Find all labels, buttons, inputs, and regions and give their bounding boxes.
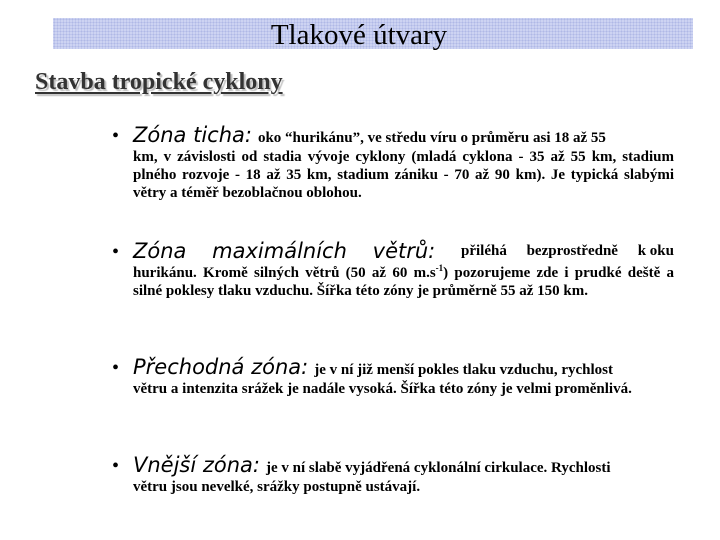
- bullet-zona-maximalnich-vetru: [112, 238, 674, 300]
- bullet-zona-ticha: [112, 122, 674, 202]
- bullet-dot-icon: •: [112, 241, 120, 263]
- bullet-first-text: oko “hurikánu”, ve středu víru o průměru asi 18 až 55: [257, 130, 606, 146]
- bullet-first-line: [133, 238, 674, 264]
- bullet-first-line: [133, 354, 674, 383]
- bullet-dot-icon: •: [112, 357, 120, 379]
- bullet-body: [133, 264, 674, 300]
- bullet-dot-icon: •: [112, 455, 120, 477]
- bullet-body-text: ) pozorujeme zde i prudké deště a silné poklesy tlaku vzduchu. Šířka této zóny je průměrně 55 až 150 km.: [133, 265, 674, 299]
- bullet-first-text: je v ní slabě vyjádřená cyklonální cirkulace. Rychlosti: [266, 460, 611, 476]
- slide-title: Tlakové útvary: [270, 19, 448, 51]
- bullet-body-text: hurikánu. Kromě silných větrů (50 až 60 m.s: [133, 265, 436, 281]
- bullet-body: km, v závislosti od stadia vývoje cyklony (mladá cyklona - 35 až 55 km, stadium plného rozvoje - 18 až 35 km, stadium zániku - 70 až 90 km). Je typická slabými větry a téměř bezoblačnou oblohou.: [133, 149, 674, 201]
- bullet-dot-icon: •: [112, 125, 120, 147]
- bullet-first-word: bezprostředně: [526, 243, 618, 259]
- bullet-first-word: přiléhá: [460, 243, 507, 259]
- bullet-vnejsi-zona: [112, 452, 674, 496]
- bullet-first-word: k oku: [637, 243, 674, 259]
- bullet-body: větru jsou nevelké, srážky postupně ustávají.: [133, 479, 421, 495]
- bullet-term: Vnější zóna:: [133, 453, 261, 477]
- bullet-term-word: Zóna: [133, 239, 187, 263]
- bullet-first-line: [133, 452, 674, 481]
- bullet-term-word: větrů:: [372, 239, 436, 263]
- bullet-term: Zóna ticha:: [133, 123, 252, 147]
- bullet-prechodna-zona: [112, 354, 674, 398]
- bullet-body: větru a intenzita srážek je nadále vysoká. Šířka této zóny je velmi proměnlivá.: [133, 381, 632, 397]
- unit-exponent: -1: [435, 263, 444, 273]
- bullet-first-line: [133, 122, 674, 151]
- bullet-first-text: je v ní již menší pokles tlaku vzduchu, rychlost: [314, 362, 614, 378]
- slide-subtitle: Stavba tropické cyklony: [35, 69, 283, 95]
- bullet-term-word: maximálních: [212, 239, 347, 263]
- bullet-term: Přechodná zóna:: [133, 355, 309, 379]
